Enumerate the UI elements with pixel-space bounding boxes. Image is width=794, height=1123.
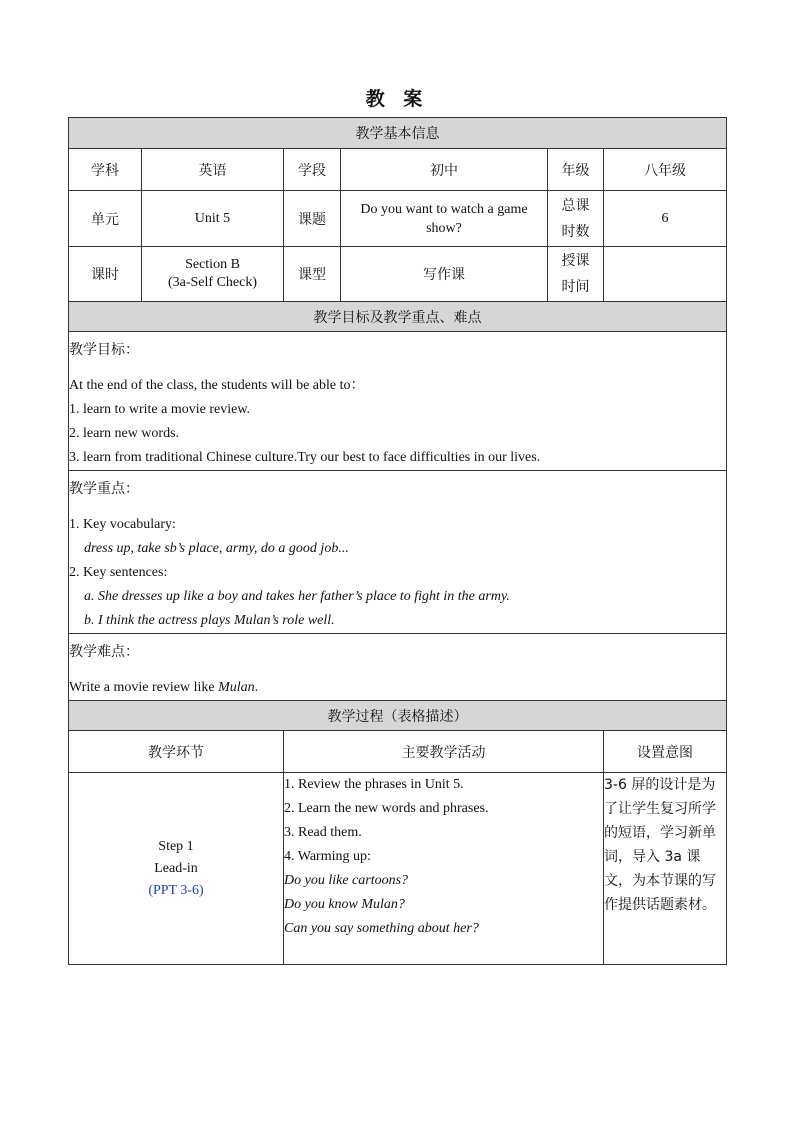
type-value: 写作课 (341, 247, 548, 302)
difficulty-italic: Mulan (218, 680, 255, 695)
activity-cell (284, 773, 604, 965)
total-hours-label (548, 191, 604, 247)
grade-label: 年级 (548, 149, 604, 191)
difficulty-prefix: Write a movie review like (69, 680, 219, 695)
total-hours-label-line1: 总课 (561, 197, 590, 214)
basic-info-header: 教学基本信息 (69, 118, 727, 149)
activity-item: 3. Read them. (284, 825, 362, 840)
total-hours-value: 6 (604, 191, 727, 247)
step-name: Lead-in (154, 860, 198, 876)
stage-label: 学段 (284, 149, 341, 191)
topic-value: Do you want to watch a game show? (341, 191, 548, 247)
process-header: 教学过程（表格描述） (69, 701, 727, 731)
step-number: Step 1 (158, 838, 194, 854)
step-cell (69, 773, 284, 965)
col-activity-header: 主要教学活动 (284, 731, 604, 773)
unit-value: Unit 5 (142, 191, 284, 247)
teach-time-label (548, 247, 604, 302)
key-points-block (69, 471, 727, 634)
total-hours-label-line2: 时数 (561, 223, 590, 240)
key-sentence-a: a. She dresses up like a boy and takes her father’s place to fight in the army. (84, 589, 510, 604)
warmup-question: Can you say something about her? (284, 921, 479, 936)
step-ppt-ref: (PPT 3-6) (148, 882, 204, 898)
key-sentence-b: b. I think the actress plays Mulan’s role well. (84, 613, 335, 628)
teach-time-label-line1: 授课 (561, 253, 590, 269)
type-label: 课型 (284, 247, 341, 302)
objectives-title: 教学目标： (69, 342, 139, 358)
period-value-line1: Section B (185, 257, 240, 272)
col-step-header: 教学环节 (69, 731, 284, 773)
objective-line: 3. learn from traditional Chinese culture.Try our best to face difficulties in our lives. (69, 450, 541, 465)
objective-line: 1. learn to write a movie review. (69, 402, 251, 417)
subject-label: 学科 (69, 149, 142, 191)
purpose-cell: 3-6 屏的设计是为了让学生复习所学的短语，学习新单词，导入 3a 课文，为本节课的写作提供话题素材。 (604, 773, 727, 965)
teach-time-value (604, 247, 727, 302)
objective-line: 2. learn new words. (69, 426, 180, 441)
topic-label: 课题 (284, 191, 341, 247)
period-value (142, 247, 284, 302)
key-vocabulary-items: dress up, take sb’s place, army, do a good job... (84, 541, 349, 556)
key-vocabulary-label: 1. Key vocabulary: (69, 517, 176, 532)
page-title: 教 案 (365, 88, 429, 110)
objectives-block (69, 332, 727, 471)
period-value-line2: (3a-Self Check) (167, 275, 258, 290)
grade-value: 八年级 (604, 149, 727, 191)
difficulty-block (69, 634, 727, 701)
lesson-plan-table (68, 117, 727, 965)
activity-item: 1. Review the phrases in Unit 5. (284, 777, 464, 792)
difficulty-line (69, 676, 726, 700)
difficulty-suffix: . (254, 680, 259, 695)
activity-item: 2. Learn the new words and phrases. (284, 801, 489, 816)
key-sentences-label: 2. Key sentences: (69, 565, 168, 580)
warmup-question: Do you like cartoons? (284, 873, 409, 888)
warmup-question: Do you know Mulan? (284, 897, 405, 912)
unit-label: 单元 (69, 191, 142, 247)
subject-value: 英语 (142, 149, 284, 191)
difficulty-title: 教学难点： (69, 644, 139, 660)
key-points-title: 教学重点： (69, 481, 139, 497)
stage-value: 初中 (341, 149, 548, 191)
teach-time-label-line2: 时间 (561, 279, 590, 295)
col-purpose-header: 设置意图 (604, 731, 727, 773)
activity-item: 4. Warming up: (284, 849, 371, 864)
goals-header: 教学目标及教学重点、难点 (69, 302, 727, 332)
objective-line: At the end of the class, the students will be able to： (69, 378, 365, 393)
period-label: 课时 (69, 247, 142, 302)
